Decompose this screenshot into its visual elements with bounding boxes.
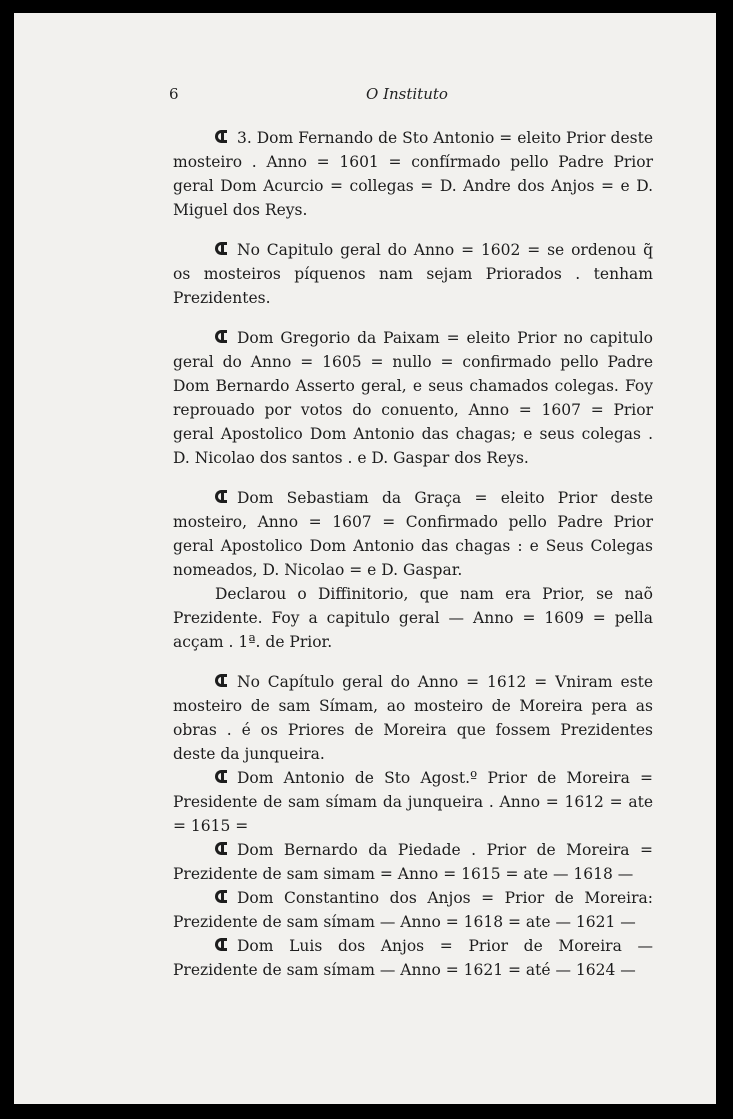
paragraph-text: Dom Bernardo da Piedade . Prior de Moreira = Prezidente de sam simam = Anno = 1615 = ate — 1618 — xyxy=(173,841,653,883)
paragraph-mark-icon xyxy=(215,770,229,784)
paragraph xyxy=(173,670,653,766)
paragraph-text: Dom Sebastiam da Graça = eleito Prior deste mosteiro, Anno = 1607 = Confirmado pello Padre Prior geral Apostolico Dom Antonio das chagas : e Seus Colegas nomeados, D. Nicolao = e D. Gaspar. xyxy=(173,489,653,579)
paragraph-mark-icon xyxy=(215,674,229,688)
paragraph xyxy=(173,838,653,886)
paragraph-mark-icon xyxy=(215,130,229,144)
paragraph xyxy=(173,238,653,310)
paragraph-mark-icon xyxy=(215,938,229,952)
paragraph-text: Dom Constantino dos Anjos = Prior de Moreira: Prezidente de sam símam — Anno = 1618 = ate — 1621 — xyxy=(173,889,653,931)
paragraph xyxy=(173,934,653,982)
paragraph-text: 3. Dom Fernando de Sto Antonio = eleito Prior deste mosteiro . Anno = 1601 = confírmado pello Padre Prior geral Dom Acurcio = collegas = D. Andre dos Anjos = e D. Miguel dos Reys. xyxy=(173,129,653,219)
paragraph-continuation xyxy=(173,582,653,654)
paragraph-mark-icon xyxy=(215,242,229,256)
paragraph xyxy=(173,486,653,582)
paragraph xyxy=(173,766,653,838)
paragraph-text: No Capítulo geral do Anno = 1612 = Vniram este mosteiro de sam Símam, ao mosteiro de Moreira pera as obras . é os Priores de Moreira que fossem Prezidentes deste da junqueira. xyxy=(173,673,653,763)
paragraph-text: No Capitulo geral do Anno = 1602 = se ordenou q̃ os mosteiros píquenos nam sejam Priorados . tenham Prezidentes. xyxy=(173,241,653,307)
paragraph-mark-icon xyxy=(215,490,229,504)
paragraph-text: Dom Antonio de Sto Agost.º Prior de Moreira = Presidente de sam símam da junqueira . Anno = 1612 = ate = 1615 = xyxy=(173,769,653,835)
page-header xyxy=(14,85,716,109)
paragraph xyxy=(173,326,653,470)
paragraph xyxy=(173,126,653,222)
paragraph-text: Dom Gregorio da Paixam = eleito Prior no capitulo geral do Anno = 1605 = nullo = confirmado pello Padre Dom Bernardo Asserto geral, e seus chamados colegas. Foy reprouado por votos do conuento, Anno = 1607 = Prior geral Apostolico Dom Antonio das chagas; e seus colegas . D. Nicolao dos santos . e D. Gaspar dos Reys. xyxy=(173,329,653,467)
running-title: O Instituto xyxy=(366,85,448,103)
paragraph-mark-icon xyxy=(215,890,229,904)
paragraph-text: Dom Luis dos Anjos = Prior de Moreira — Prezidente de sam símam — Anno = 1621 = até — 1624 — xyxy=(173,937,653,979)
paragraph-text: Declarou o Diffinitorio, que nam era Prior, se naõ Prezidente. Foy a capitulo geral — Anno = 1609 = pella acçam . 1ª. de Prior. xyxy=(173,585,653,651)
paragraph-mark-icon xyxy=(215,330,229,344)
document-page xyxy=(14,13,716,1104)
page-number: 6 xyxy=(169,85,179,103)
page-body xyxy=(173,126,653,982)
paragraph-mark-icon xyxy=(215,842,229,856)
paragraph xyxy=(173,886,653,934)
